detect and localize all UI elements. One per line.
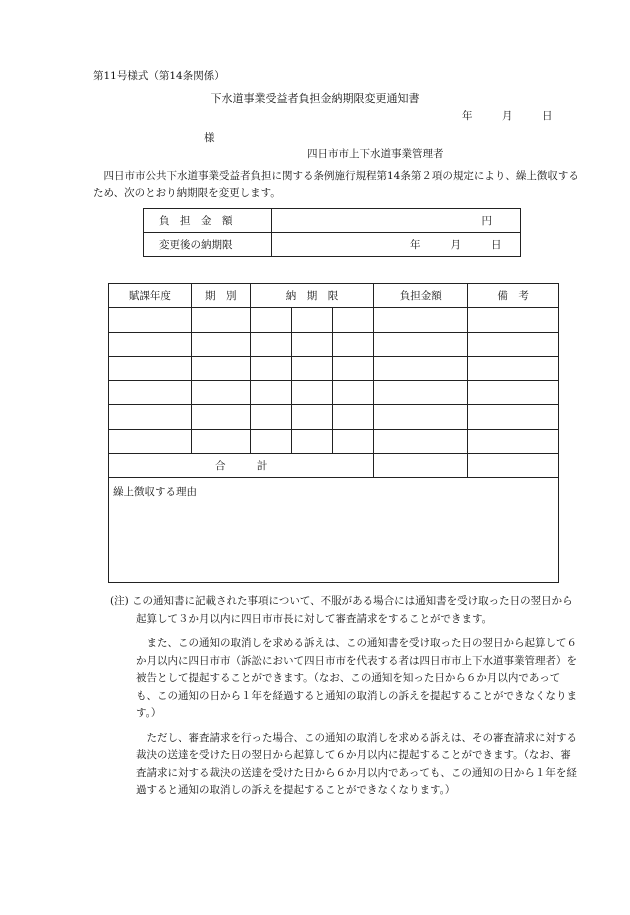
cell[interactable] xyxy=(250,405,291,429)
cell[interactable] xyxy=(191,381,250,405)
cell[interactable] xyxy=(191,308,250,332)
intro-text: 四日市市公共下水道事業受益者負担に関する条例施行規程第14条第２項の規定により、繰上徴収するため、次のとおり納期限を変更します。 xyxy=(93,170,579,199)
date-day: 日 xyxy=(542,110,553,122)
deadline-year: 年 xyxy=(410,239,421,251)
table-row xyxy=(109,429,559,453)
table-row xyxy=(109,308,559,332)
header-year: 賦課年度 xyxy=(109,284,192,308)
cell[interactable] xyxy=(291,429,332,453)
deadline-day: 日 xyxy=(491,239,502,251)
total-remarks[interactable] xyxy=(468,454,559,478)
reason-field[interactable] xyxy=(109,478,559,583)
header-amount: 負担金額 xyxy=(374,284,468,308)
table-row xyxy=(109,332,559,356)
cell[interactable] xyxy=(109,405,192,429)
header-deadline: 納 期 限 xyxy=(250,284,374,308)
issuer: 四日市市上下水道事業管理者 xyxy=(307,148,444,160)
note-paragraph-3: ただし、審査請求を行った場合、この通知の取消しを求める訴えは、その審査請求に対する裁決の送達を受けた日の翌日から起算して６か月以内に提起することができます。（なお、審査請求に対する裁決の送達を受けた日から６か月以内であっても、この通知の日から１年を経過すると通知の取消しの訴えを提起することができなくなります。） xyxy=(136,731,577,796)
cell[interactable] xyxy=(291,381,332,405)
cell[interactable] xyxy=(291,356,332,380)
cell[interactable] xyxy=(191,405,250,429)
cell[interactable] xyxy=(291,332,332,356)
document-title: 下水道事業受益者負担金納期限変更通知書 xyxy=(210,92,420,105)
note-paragraph-2: また、この通知の取消しを求める訴えは、この通知書を受け取った日の翌日から起算して６か月以内に四日市市（訴訟において四日市市を代表する者は四日市市上下水道事業管理者）を被告として提起することができます。（なお、この通知を知った日から６か月以内であっても、この通知の日から１年を経過すると通知の取消しの訴えを提起することができなくなります。） xyxy=(136,637,577,719)
cell[interactable] xyxy=(250,381,291,405)
cell[interactable] xyxy=(250,429,291,453)
summary-table xyxy=(143,208,521,257)
cell[interactable] xyxy=(109,356,192,380)
cell[interactable] xyxy=(250,356,291,380)
detail-table xyxy=(108,283,559,583)
cell[interactable] xyxy=(191,356,250,380)
deadline-label: 変更後の納期限 xyxy=(144,233,272,257)
table-row xyxy=(109,356,559,380)
notes xyxy=(110,593,578,800)
addressee-suffix: 様 xyxy=(204,132,215,144)
deadline-month: 月 xyxy=(450,239,461,251)
cell[interactable] xyxy=(191,332,250,356)
cell[interactable] xyxy=(468,356,559,380)
header-remarks: 備 考 xyxy=(468,284,559,308)
cell[interactable] xyxy=(109,308,192,332)
reason-row xyxy=(109,478,559,583)
date-month: 月 xyxy=(502,110,513,122)
total-label: 合 計 xyxy=(109,454,374,478)
cell[interactable] xyxy=(332,332,374,356)
table-row xyxy=(109,405,559,429)
cell[interactable] xyxy=(468,429,559,453)
cell[interactable] xyxy=(109,429,192,453)
cell[interactable] xyxy=(468,308,559,332)
total-row xyxy=(109,454,559,478)
cell[interactable] xyxy=(109,381,192,405)
total-amount[interactable] xyxy=(374,454,468,478)
amount-label: 負 担 金 額 xyxy=(144,209,272,233)
cell[interactable] xyxy=(291,308,332,332)
note-paragraph-1: (注) この通知書に記載された事項について、不服がある場合には通知書を受け取った日の翌日から起算して３か月以内に四日市市長に対して審査請求をすることができます。 xyxy=(110,595,573,625)
cell[interactable] xyxy=(250,332,291,356)
amount-unit: 円 xyxy=(272,209,521,233)
cell[interactable] xyxy=(291,405,332,429)
cell[interactable] xyxy=(332,356,374,380)
cell[interactable] xyxy=(468,332,559,356)
issue-date xyxy=(462,108,553,123)
cell[interactable] xyxy=(374,429,468,453)
cell[interactable] xyxy=(332,405,374,429)
reason-label: 繰上徴収する理由 xyxy=(113,486,197,499)
cell[interactable] xyxy=(332,308,374,332)
cell[interactable] xyxy=(374,332,468,356)
cell[interactable] xyxy=(374,356,468,380)
cell[interactable] xyxy=(332,429,374,453)
cell[interactable] xyxy=(468,381,559,405)
header-row xyxy=(109,284,559,308)
cell[interactable] xyxy=(374,308,468,332)
cell[interactable] xyxy=(109,332,192,356)
cell[interactable] xyxy=(250,308,291,332)
cell[interactable] xyxy=(374,405,468,429)
deadline-date xyxy=(272,233,521,257)
form-number: 第11号様式（第14条関係） xyxy=(93,70,225,82)
table-row xyxy=(109,381,559,405)
cell[interactable] xyxy=(468,405,559,429)
date-year: 年 xyxy=(462,110,473,122)
cell[interactable] xyxy=(191,429,250,453)
cell[interactable] xyxy=(332,381,374,405)
header-period: 期 別 xyxy=(191,284,250,308)
cell[interactable] xyxy=(374,381,468,405)
